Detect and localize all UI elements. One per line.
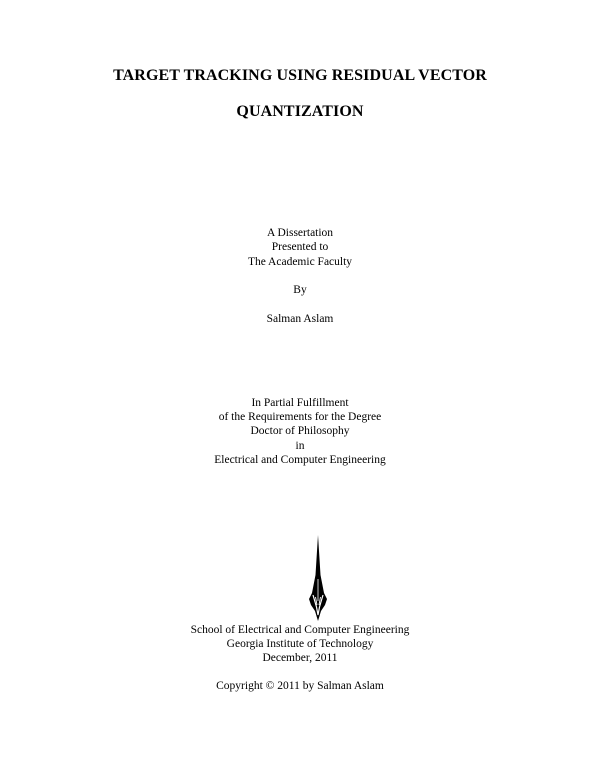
- author-name: Salman Aslam: [266, 313, 334, 325]
- submission-date: December, 2011: [262, 652, 338, 664]
- georgia-tech-spire-logo-icon: [300, 535, 336, 621]
- submission-line-3: The Academic Faculty: [247, 256, 353, 268]
- dissertation-title-line-2: QUANTIZATION: [236, 103, 364, 120]
- fulfillment-in: in: [295, 440, 305, 452]
- submission-line-1: A Dissertation: [266, 227, 334, 239]
- school-name: School of Electrical and Computer Engineering: [190, 624, 410, 636]
- fulfillment-line-1: In Partial Fulfillment: [251, 397, 349, 409]
- dissertation-title-line-1: TARGET TRACKING USING RESIDUAL VECTOR: [113, 67, 487, 84]
- fulfillment-line-2: of the Requirements for the Degree: [218, 411, 382, 423]
- copyright-notice: Copyright © 2011 by Salman Aslam: [216, 680, 384, 692]
- degree-name: Doctor of Philosophy: [250, 425, 350, 437]
- submission-by: By: [293, 284, 307, 296]
- university-name: Georgia Institute of Technology: [226, 638, 374, 650]
- submission-line-2: Presented to: [271, 241, 329, 253]
- field-of-study: Electrical and Computer Engineering: [214, 454, 386, 466]
